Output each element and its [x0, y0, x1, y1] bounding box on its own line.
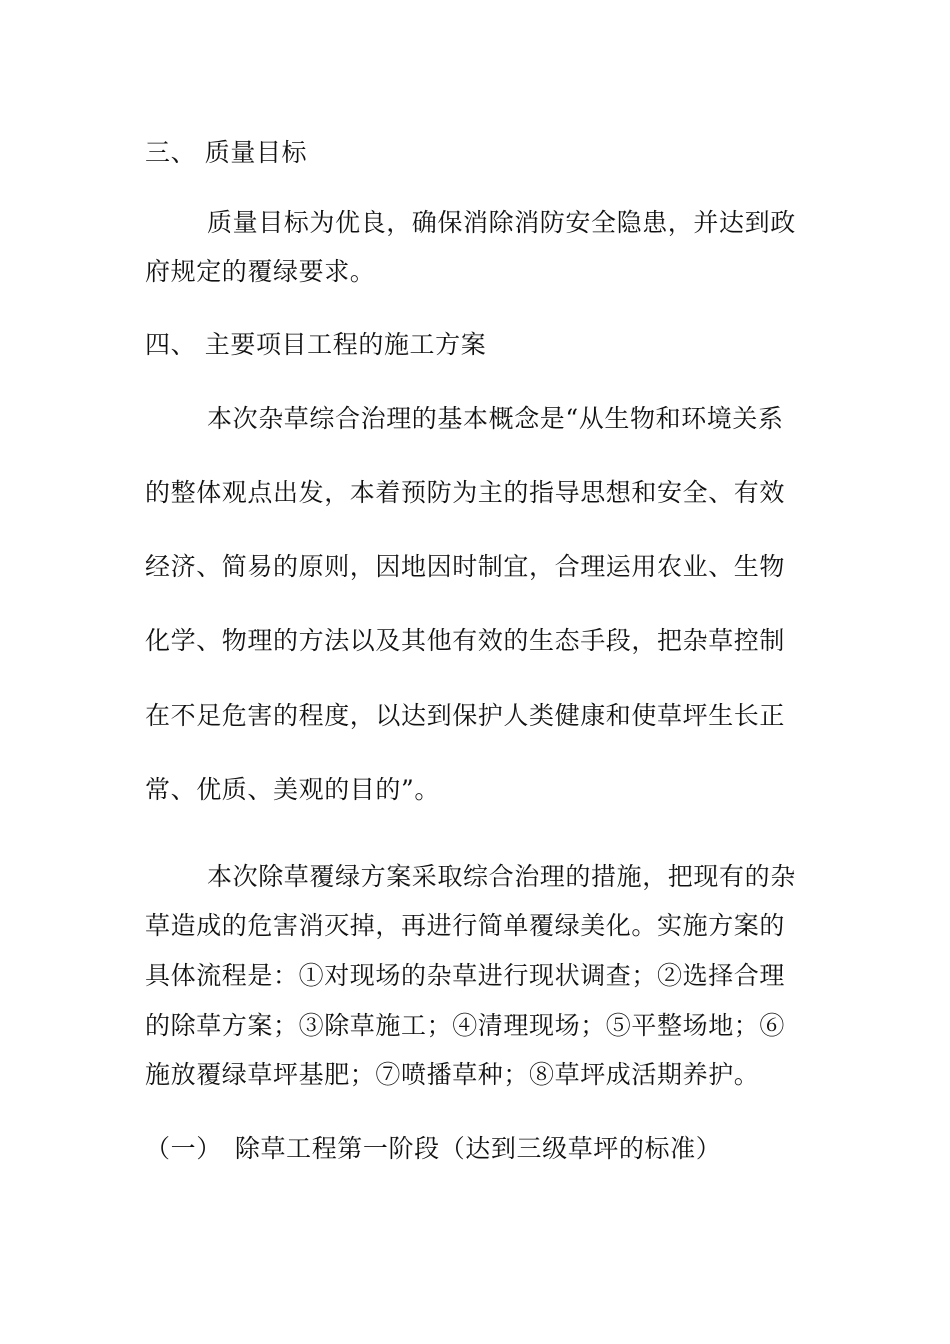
section-3-heading: 三、 质量目标: [145, 138, 308, 167]
section-4-heading: 四、 主要项目工程的施工方案: [145, 330, 487, 359]
section-3-paragraph-line: 质量目标为优良，确保消除消防安全隐患，并达到政: [207, 208, 796, 237]
concept-paragraph-line: 化学、物理的方法以及其他有效的生态手段，把杂草控制: [145, 626, 786, 655]
plan-paragraph-line: 本次除草覆绿方案采取综合治理的措施，把现有的杂: [207, 862, 796, 891]
plan-paragraph-line: 施放覆绿草坪基肥；⑦喷播草种；⑧草坪成活期养护。: [145, 1060, 760, 1089]
concept-paragraph-line: 的整体观点出发，本着预防为主的指导思想和安全、有效: [145, 478, 786, 507]
concept-paragraph-line: 在不足危害的程度，以达到保护人类健康和使草坪生长正: [145, 701, 786, 730]
plan-paragraph-line: 草造成的危害消灭掉，再进行简单覆绿美化。实施方案的: [145, 911, 786, 940]
section-3-paragraph-line: 府规定的覆绿要求。: [145, 257, 376, 286]
plan-paragraph-line: 具体流程是：①对现场的杂草进行现状调查；②选择合理: [145, 961, 786, 990]
subsection-1-heading: （一） 除草工程第一阶段（达到三级草坪的标准）: [145, 1134, 722, 1163]
concept-paragraph-line: 本次杂草综合治理的基本概念是“从生物和环境关系: [207, 404, 784, 433]
concept-paragraph-line: 经济、简易的原则，因地因时制宜，合理运用农业、生物: [145, 552, 786, 581]
concept-paragraph-line: 常、优质、美观的目的”。: [145, 775, 440, 804]
plan-paragraph-line: 的除草方案；③除草施工；④清理现场；⑤平整场地；⑥: [145, 1011, 786, 1040]
